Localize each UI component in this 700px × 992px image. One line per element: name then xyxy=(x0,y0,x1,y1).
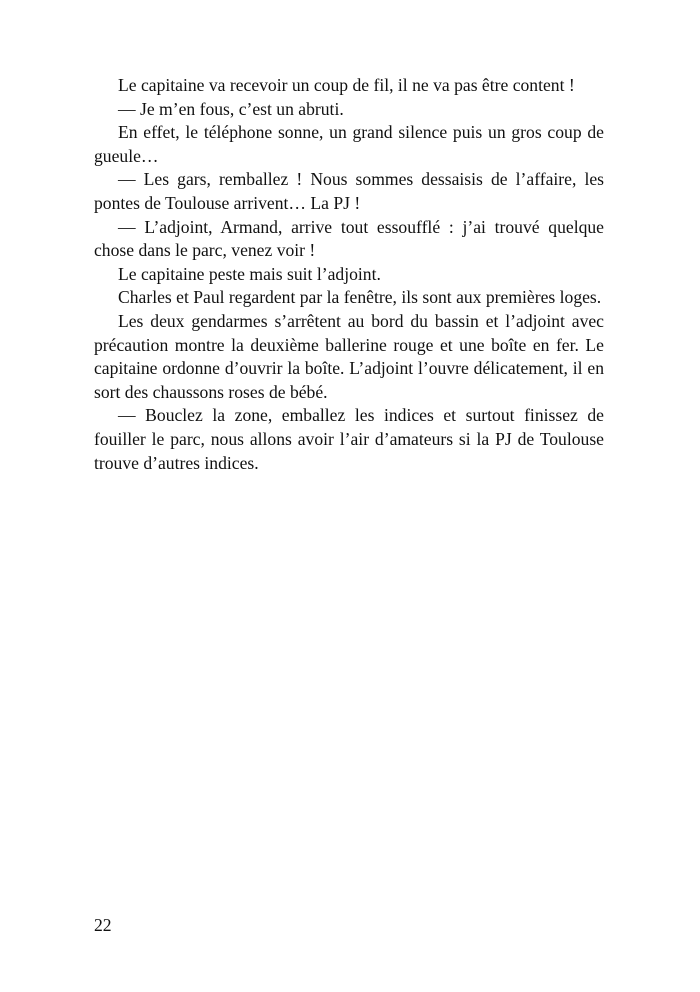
paragraph: — Bouclez la zone, emballez les indices et surtout finissez de fouiller le parc, nous allons avoir l’air d’amateurs si la PJ de Toulouse trouve d’autres indices. xyxy=(94,405,604,473)
paragraph: En effet, le téléphone sonne, un grand silence puis un gros coup de gueule… xyxy=(94,122,604,166)
paragraph: — Je m’en fous, c’est un abruti. xyxy=(118,98,344,119)
paragraph: — L’adjoint, Armand, arrive tout essoufflé : j’ai trouvé quelque chose dans le parc, venez voir ! xyxy=(94,216,604,261)
body-text xyxy=(94,74,604,475)
paragraph: — Les gars, remballez ! Nous sommes dessaisis de l’affaire, les pontes de Toulouse arrivent… La PJ ! xyxy=(94,169,604,213)
paragraph: Le capitaine va recevoir un coup de fil, il ne va pas être content ! xyxy=(118,75,575,95)
page-number: 22 xyxy=(94,915,112,935)
paragraph: Les deux gendarmes s’arrêtent au bord du bassin et l’adjoint avec précaution montre la deuxième ballerine rouge et une boîte en fer. Le capitaine ordonne d’ouvrir la boîte. L’adjoint l’ouvre délicatement, il en sort des chaussons roses de bébé. xyxy=(94,310,604,402)
paragraph: Charles et Paul regardent par la fenêtre, ils sont aux premières loges. xyxy=(118,287,602,308)
paragraph: Le capitaine peste mais suit l’adjoint. xyxy=(118,263,381,284)
